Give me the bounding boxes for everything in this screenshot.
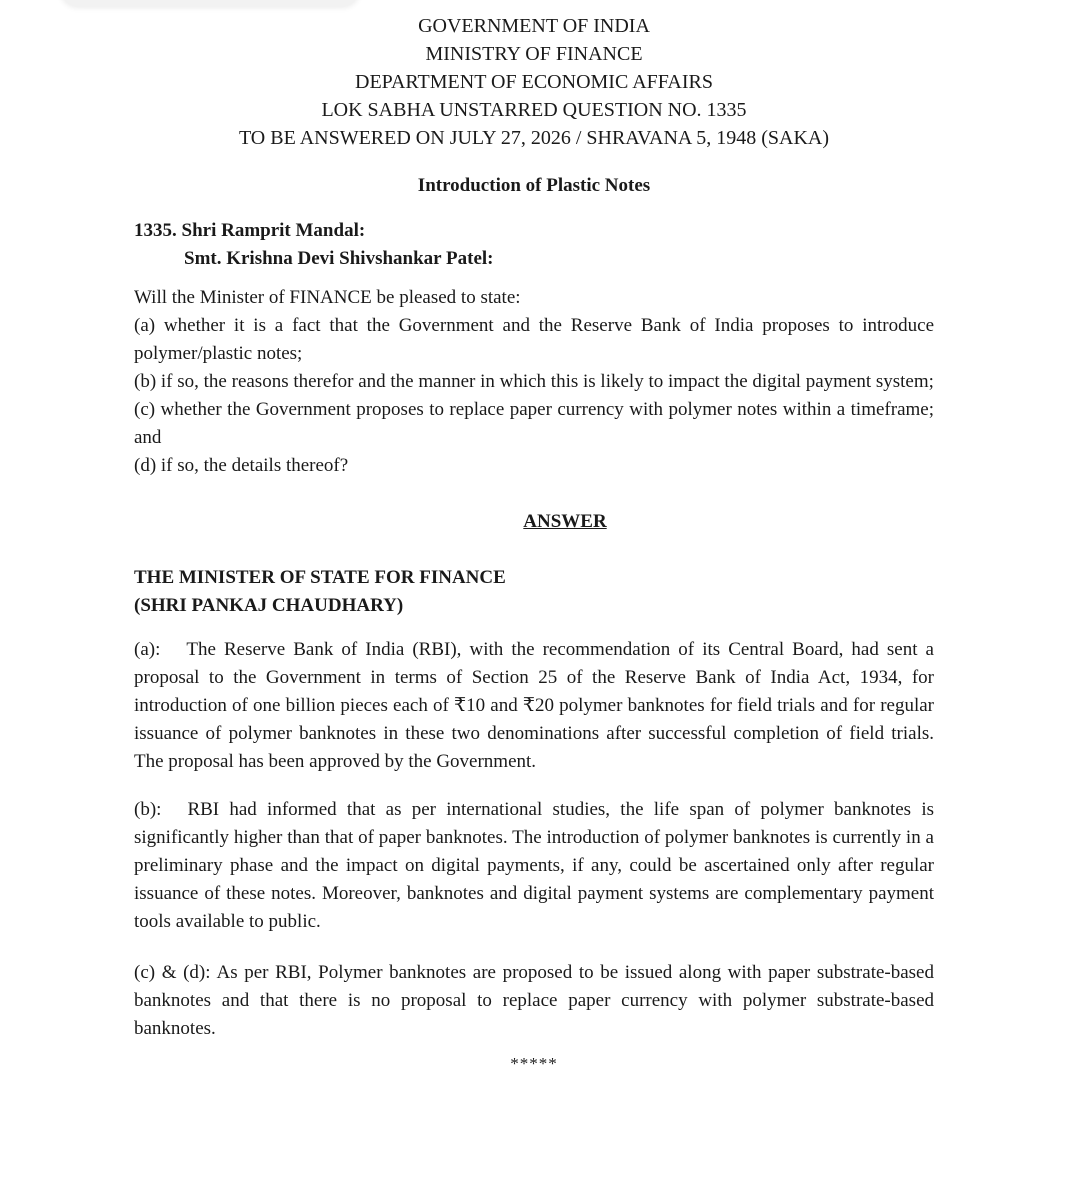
asker-first: 1335. Shri Ramprit Mandal:: [134, 220, 366, 241]
answer-b-text: RBI had informed that as per international studies, the life span of polymer banknotes is significantly higher than that of paper banknotes. The introduction of polymer banknotes is currently in a preliminary phase and the impact on digital payments, if any, could be ascertained only after regular issuance of these notes. Moreover, banknotes and digital payment systems are complementary payment tools available to public.: [134, 799, 934, 932]
question-c: (c) whether the Government proposes to replace paper currency with polymer notes within a timeframe; and: [134, 399, 934, 448]
answer-b-label: (b):: [134, 799, 162, 820]
minister-title: THE MINISTER OF STATE FOR FINANCE: [134, 567, 506, 588]
header-government: GOVERNMENT OF INDIA: [418, 15, 650, 37]
askers-block: [134, 217, 494, 273]
header-department: DEPARTMENT OF ECONOMIC AFFAIRS: [355, 71, 713, 93]
document-header: [0, 12, 1068, 152]
question-d: (d) if so, the details thereof?: [134, 455, 349, 476]
asker-second: Smt. Krishna Devi Shivshankar Patel:: [184, 248, 494, 269]
header-ministry: MINISTRY OF FINANCE: [425, 43, 643, 65]
question-intro: Will the Minister of FINANCE be pleased to state:: [134, 287, 521, 308]
answer-a: [134, 636, 934, 776]
answer-heading: ANSWER: [523, 511, 607, 532]
header-question-number: LOK SABHA UNSTARRED QUESTION NO. 1335: [321, 99, 747, 121]
answer-a-text: The Reserve Bank of India (RBI), with the recommendation of its Central Board, had sent a proposal to the Government in terms of Section 25 of the Reserve Bank of India Act, 1934, for introduction of one billion pieces each of ₹10 and ₹20 polymer banknotes for field trials and for regular issuance of polymer banknotes in these two denominations after successful completion of field trials. The proposal has been approved by the Government.: [134, 639, 934, 772]
answer-a-label: (a):: [134, 639, 161, 660]
answer-b: [134, 796, 934, 936]
subject-title: Introduction of Plastic Notes: [417, 175, 651, 196]
question-b: (b) if so, the reasons therefor and the manner in which this is likely to impact the digital payment system;: [134, 371, 934, 392]
question-a: (a) whether it is a fact that the Government and the Reserve Bank of India proposes to introduce polymer/plastic notes;: [134, 315, 934, 364]
minister-block: [134, 564, 506, 620]
answer-cd-text: As per RBI, Polymer banknotes are proposed to be issued along with paper substrate-based banknotes and that there is no proposal to replace paper currency with polymer substrate-based banknotes.: [134, 962, 934, 1039]
answer-cd-label: (c) & (d):: [134, 962, 211, 983]
header-answer-date: TO BE ANSWERED ON JULY 27, 2026 / SHRAVANA 5, 1948 (SAKA): [238, 127, 830, 149]
minister-name: (SHRI PANKAJ CHAUDHARY): [134, 595, 404, 616]
questions-block: [134, 284, 934, 480]
end-mark: *****: [510, 1054, 558, 1073]
answer-cd: [134, 959, 934, 1043]
